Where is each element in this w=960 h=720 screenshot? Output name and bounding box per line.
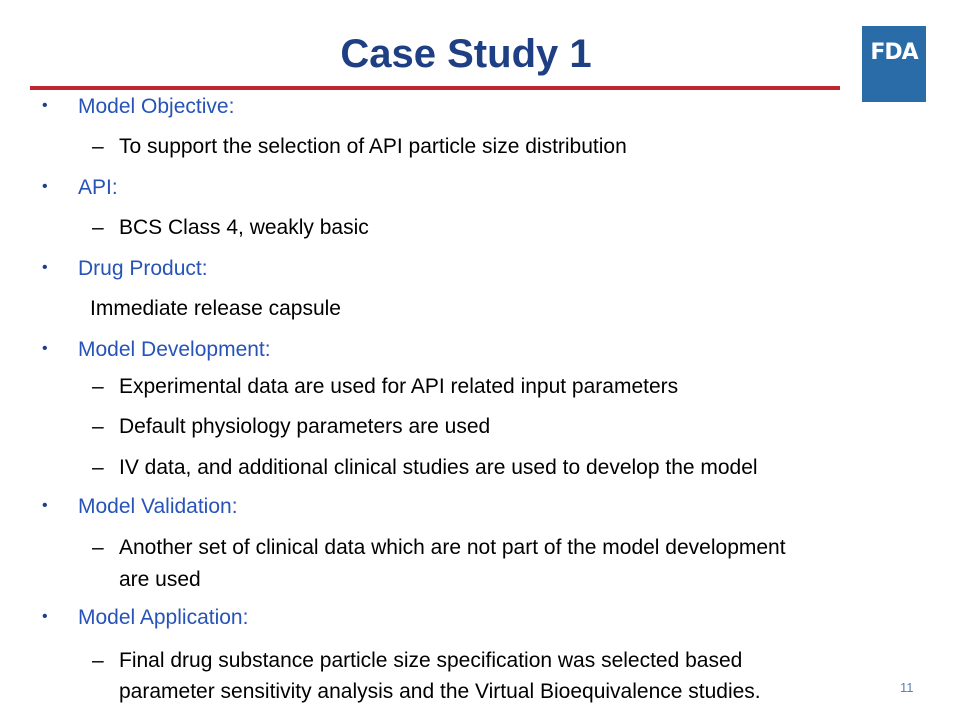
dash-icon: – — [92, 415, 104, 438]
sub-item: IV data, and additional clinical studies are used to develop the model — [119, 456, 758, 479]
sub-item: Experimental data are used for API related input parameters — [119, 375, 679, 398]
section-heading-application: Model Application: — [78, 606, 249, 629]
slide-title: Case Study 1 — [340, 32, 592, 76]
bullet-icon: • — [42, 497, 48, 514]
sub-item-continuation: parameter sensitivity analysis and the Virtual Bioequivalence studies. — [119, 680, 761, 703]
sub-item: Default physiology parameters are used — [119, 415, 491, 438]
bullet-icon: • — [42, 178, 48, 195]
fda-logo — [862, 26, 926, 102]
bullet-icon: • — [42, 259, 48, 276]
section-heading-validation: Model Validation: — [78, 495, 238, 518]
section-heading-drug-product: Drug Product: — [78, 257, 208, 280]
sub-item: To support the selection of API particle size distribution — [119, 135, 627, 158]
bullet-icon: • — [42, 608, 48, 625]
bullet-icon: • — [42, 340, 48, 357]
plain-item: Immediate release capsule — [90, 297, 341, 320]
title-underline — [30, 86, 840, 90]
dash-icon: – — [92, 536, 104, 559]
page-number: 11 — [900, 680, 914, 695]
sub-item: BCS Class 4, weakly basic — [119, 216, 369, 239]
section-heading-api: API: — [78, 176, 118, 199]
fda-logo-text: FDA — [870, 40, 918, 65]
dash-icon: – — [92, 375, 104, 398]
sub-item: Another set of clinical data which are not part of the model development — [119, 536, 786, 559]
bullet-icon: • — [42, 97, 48, 114]
sub-item: Final drug substance particle size specification was selected based — [119, 649, 743, 672]
section-heading-development: Model Development: — [78, 338, 271, 361]
dash-icon: – — [92, 135, 104, 158]
section-heading-objective: Model Objective: — [78, 95, 235, 118]
dash-icon: – — [92, 216, 104, 239]
dash-icon: – — [92, 456, 104, 479]
dash-icon: – — [92, 649, 104, 672]
sub-item-continuation: are used — [119, 568, 201, 591]
